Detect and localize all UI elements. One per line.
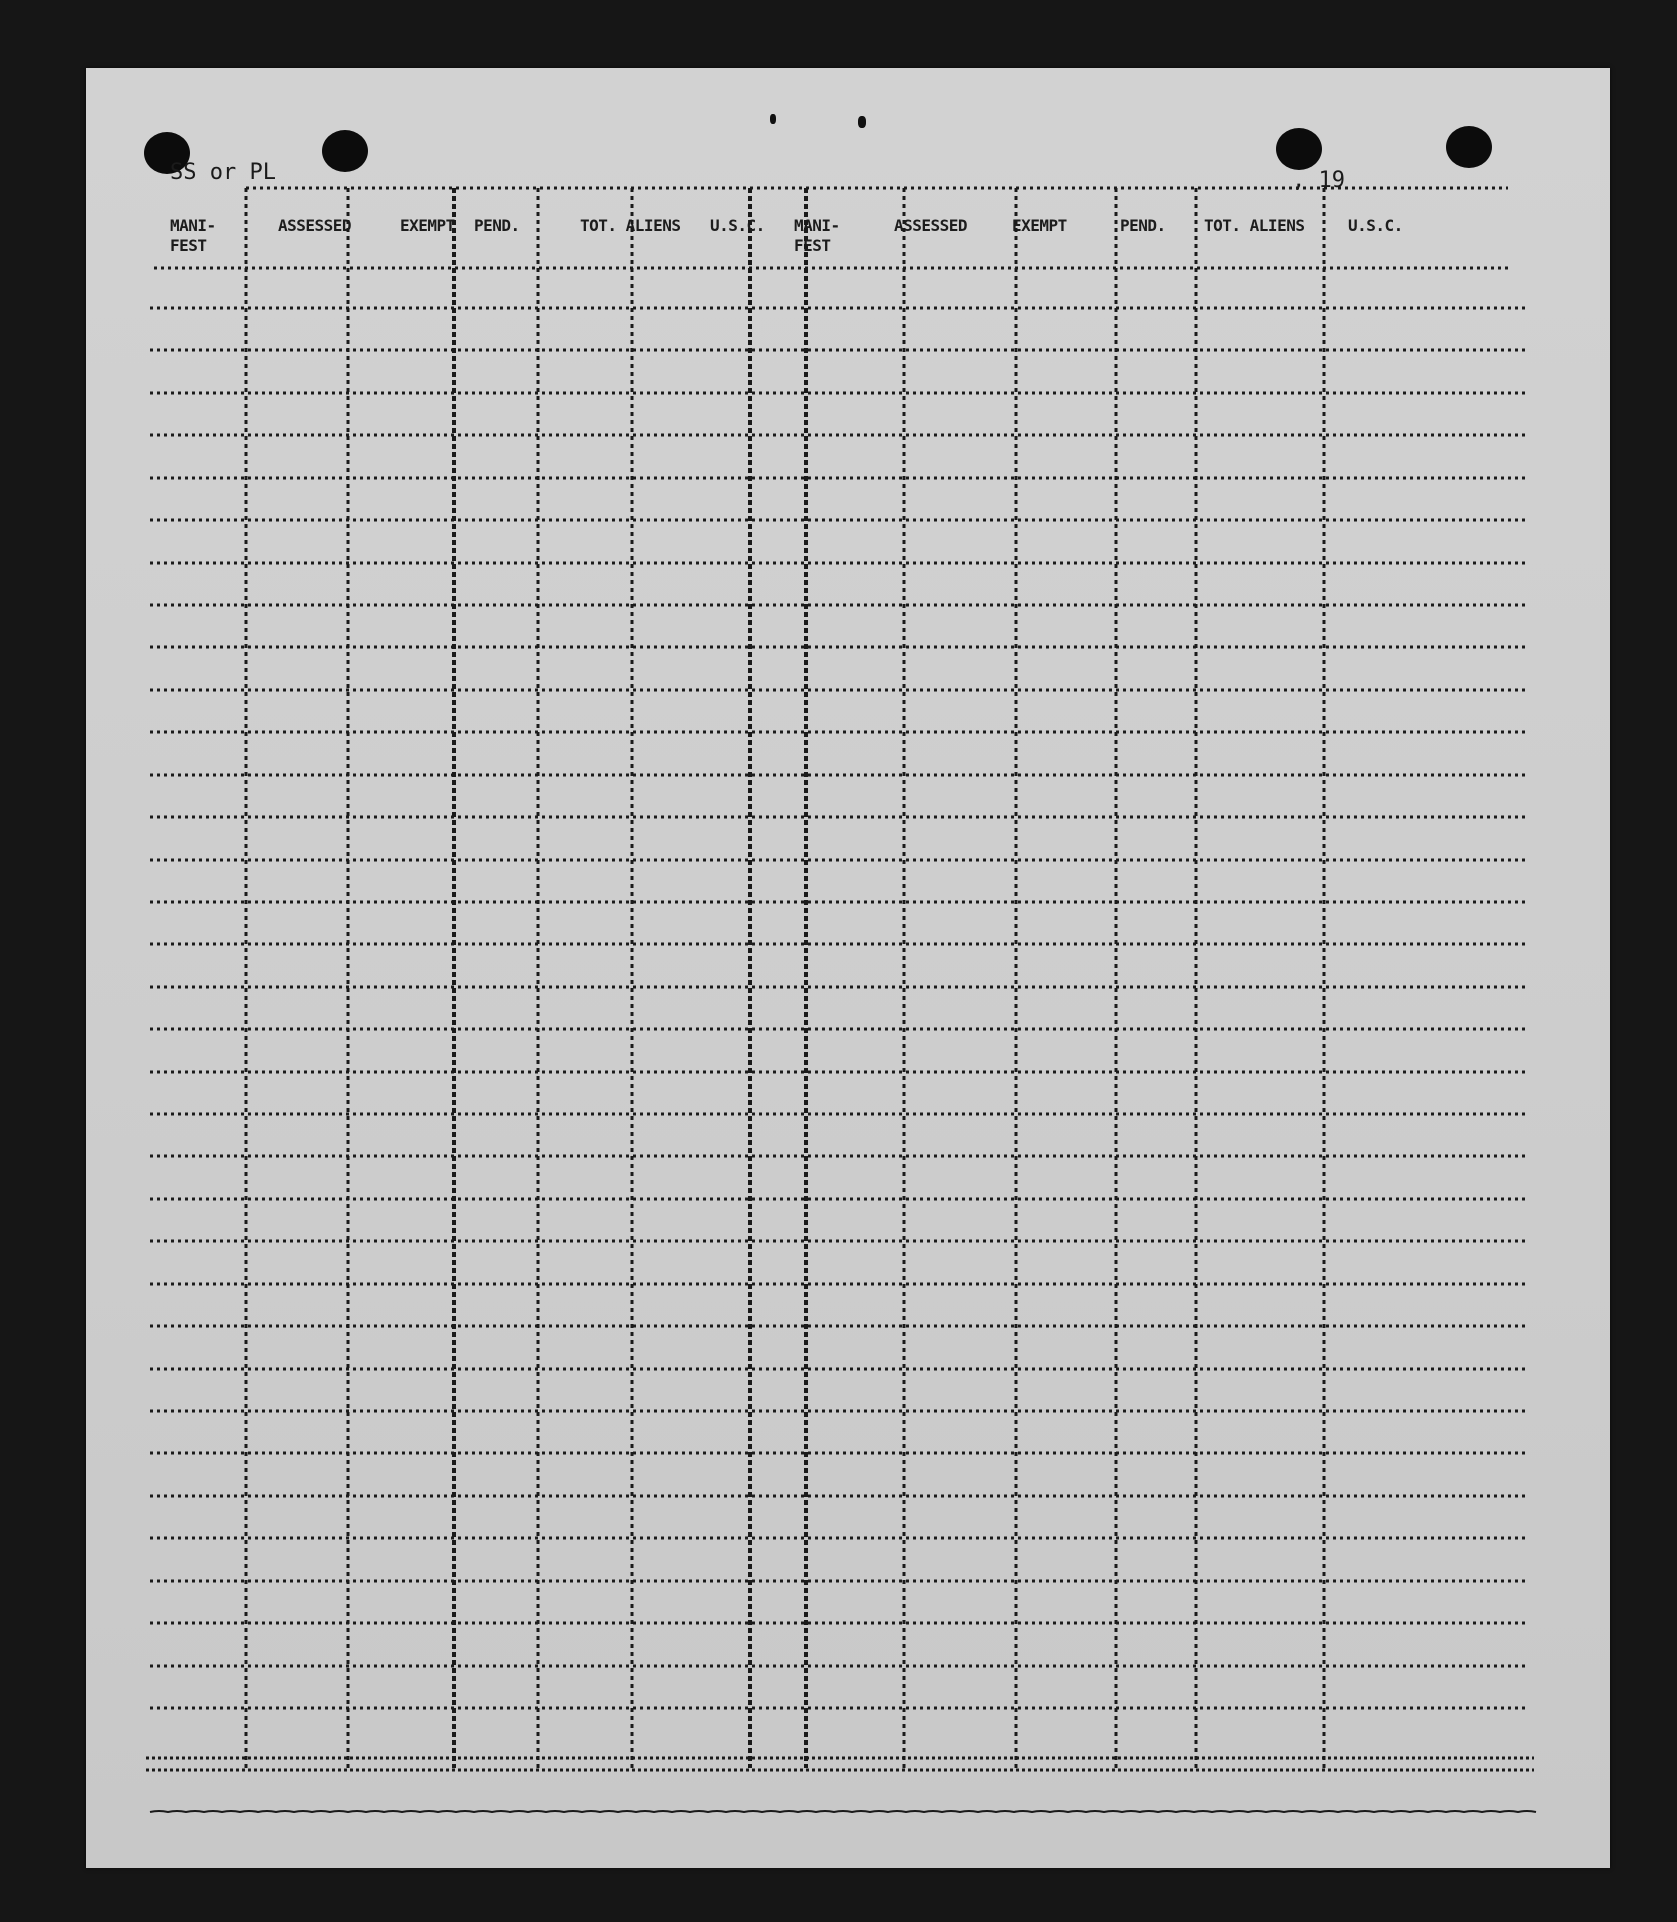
ruled-grid [86, 68, 1610, 1868]
col-left-pend: PEND. [474, 216, 520, 235]
col-left-usc: U.S.C. [710, 216, 765, 235]
col-right-usc: U.S.C. [1348, 216, 1403, 235]
col-left-exempt: EXEMPT [400, 216, 455, 235]
form-page [86, 68, 1610, 1868]
bottom-edge-line [150, 1811, 1536, 1812]
col-left-manifest: MANI- FEST [170, 216, 216, 255]
vessel-label: SS or PL [170, 160, 276, 185]
col-right-manifest: MANI- FEST [794, 216, 840, 255]
col-left-tot-aliens: TOT. ALIENS [580, 216, 681, 235]
col-right-exempt: EXEMPT [1012, 216, 1067, 235]
year-label: , 19 [1292, 168, 1345, 193]
col-right-assessed: ASSESSED [894, 216, 968, 235]
col-left-assessed: ASSESSED [278, 216, 352, 235]
col-right-tot-aliens: TOT. ALIENS [1204, 216, 1305, 235]
col-right-pend: PEND. [1120, 216, 1166, 235]
